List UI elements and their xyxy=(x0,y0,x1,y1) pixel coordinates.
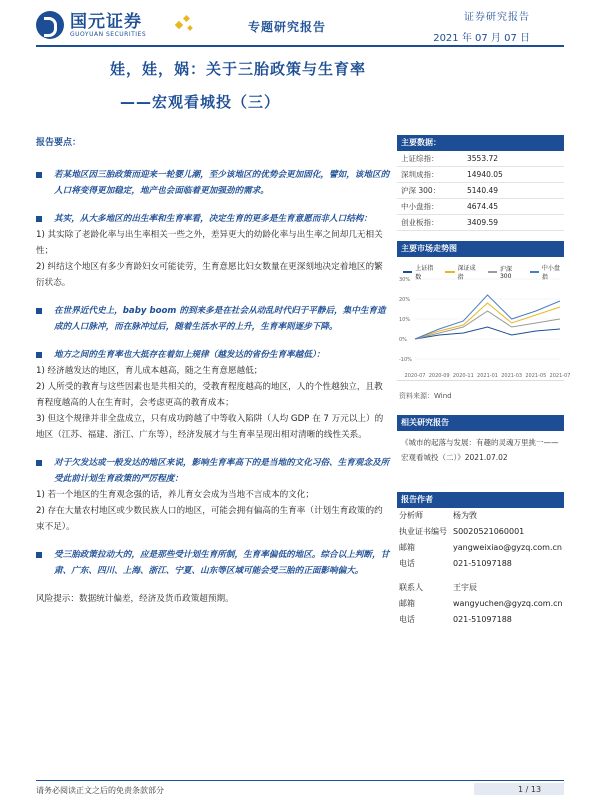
market-index-value: 4674.45 xyxy=(467,202,499,211)
x-tick-label: 2020-07 xyxy=(404,373,426,379)
legend-item: 上证指数 xyxy=(403,263,437,281)
summary-point-4-3: 3) 但这个规律并非全盘成立，只有成功跨越了中等收入陷阱（人均 GDP 在 7 万元以上）的地区（江苏、福建、浙江、广东等），经济发展才与生育率呈现出相对清晰的线性关系。 xyxy=(36,414,384,440)
contact-name: 王宇辰 xyxy=(453,583,477,592)
market-index-name: 中小盘指： xyxy=(401,202,439,211)
market-data-table xyxy=(397,151,564,231)
company-logo xyxy=(36,11,146,39)
series-line xyxy=(415,311,560,339)
footer-divider xyxy=(36,780,564,781)
market-data-row xyxy=(397,151,564,167)
phone-label-2: 电话 xyxy=(399,615,415,624)
analyst-email[interactable]: yangweixiao@gyzq.com.cn xyxy=(453,543,562,552)
footer-disclaimer: 请务必阅读正文之后的免责条款部分 xyxy=(36,786,164,795)
legend-item: 沪深300 xyxy=(488,263,522,281)
report-subtitle: ——宏观看城投（三） xyxy=(120,93,281,111)
related-reports xyxy=(397,415,564,469)
market-index-name: 深圳成指： xyxy=(401,170,439,179)
summary-point-4-2: 2) 人所受的教育与这些因素也是共相关的，受教育程度越高的地区，人的个性越独立，且教育程度越高的人在生育时，会考虑更高的教育成本； xyxy=(36,382,383,408)
summary-point-2: 其实，从大多地区的出生率和生育率看，决定生育的更多是生育意愿而非人口结构： xyxy=(36,211,391,227)
market-data-row xyxy=(397,199,564,215)
market-index-name: 沪深 300： xyxy=(401,186,441,195)
x-tick-label: 2021-07 xyxy=(549,373,571,379)
summary-point-5: 对于欠发达或一般发达的地区来说，影响生育率高下的是当地的文化习俗、生育观念及所受此前计划生育政策的严厉程度： xyxy=(36,455,391,487)
author-heading: 报告作者 xyxy=(397,492,564,508)
market-index-value: 3553.72 xyxy=(467,154,499,163)
related-heading: 相关研究报告 xyxy=(397,415,564,431)
logo-en: GUOYUAN SECURITIES xyxy=(70,30,147,38)
legend-item: 深证成指 xyxy=(445,263,479,281)
author-section xyxy=(397,492,564,628)
legend-item: 中小盘指 xyxy=(530,263,564,281)
report-type: 专题研究报告 xyxy=(248,20,327,34)
summary-point-5-2: 2) 存在大量农村地区或少数民族人口的地区，可能会拥有偏高的生育率（计划生育政策的约束不足）。 xyxy=(36,506,383,532)
contact-label: 联系人 xyxy=(399,583,423,592)
market-index-name: 上证综指： xyxy=(401,154,439,163)
analyst-phone: 021-51097188 xyxy=(453,559,512,568)
chart-source: 资料来源：Wind xyxy=(399,392,452,400)
market-data-row xyxy=(397,183,564,199)
page-header xyxy=(0,0,600,50)
y-tick-label: 0% xyxy=(399,337,407,343)
logo-cn: 国元证券 xyxy=(70,11,142,32)
market-index-value: 5140.49 xyxy=(467,186,499,195)
trend-heading: 主要市场走势图 xyxy=(397,241,564,257)
summary-point-2-1: 1) 其实除了老龄化率与出生率相关一些之外，差异更大的幼龄化率与出生率之间却几无相关性； xyxy=(36,230,383,256)
x-tick-label: 2020-11 xyxy=(452,373,474,379)
header-divider xyxy=(36,45,564,47)
y-tick-label: 20% xyxy=(399,297,411,303)
summary-point-3: 在世界近代史上，baby boom 的到来多是在社会从动乱时代归于平静后，集中生育造成的人口脉冲，而在脉冲过后，随着生活水平的上升，生育率则逐步下降。 xyxy=(36,303,391,335)
chart-legend xyxy=(403,263,564,281)
contact-phone: 021-51097188 xyxy=(453,615,512,624)
trend-chart xyxy=(397,257,571,381)
summary-point-5-1: 1) 若一个地区的生育观念强的话，养儿育女会成为当地不言成本的文化； xyxy=(36,490,314,500)
report-date: 2021 年 07 月 07 日 xyxy=(433,33,530,44)
email-label: 邮箱 xyxy=(399,543,415,552)
contact-email[interactable]: wangyuchen@gyzq.com.cn xyxy=(453,599,563,608)
sparkle-icon xyxy=(174,14,198,36)
summary-heading: 报告要点： xyxy=(36,138,82,148)
market-data-heading: 主要数据： xyxy=(397,135,564,151)
y-tick-label: 30% xyxy=(399,277,411,283)
market-index-value: 14940.05 xyxy=(467,170,503,179)
market-index-value: 3409.59 xyxy=(467,218,499,227)
summary-point-4: 地方之间的生育率也大抵存在着如上规律（越发达的省份生育率越低）： xyxy=(36,347,391,363)
x-tick-label: 2020-09 xyxy=(428,373,450,379)
summary-point-6: 受三胎政策拉动大的，应是那些受计划生育所制，生育率偏低的地区。综合以上判断，甘肃、广东、四川、上海、浙江、宁夏、山东等区域可能会受三胎的正面影响偏大。 xyxy=(36,547,391,579)
summary-point-2-2: 2) 纠结这个地区有多少育龄妇女可能徒劳，生育意愿比妇女数量在更深刻地决定着地区的繁衍状态。 xyxy=(36,262,383,288)
logo-icon xyxy=(36,11,64,39)
summary-point-1: 若某地区因三胎政策而迎来一轮婴儿潮，至少该地区的优势会更加固化，譬如，该地区的人口将变得更加稳定，地产也会面临着更加强劲的需求。 xyxy=(36,167,391,199)
report-category: 证券研究报告 xyxy=(464,12,530,23)
x-tick-label: 2021-05 xyxy=(525,373,547,379)
market-index-name: 创业板指： xyxy=(401,218,439,227)
trend-chart-box xyxy=(397,241,571,401)
series-line xyxy=(415,295,560,339)
phone-label: 电话 xyxy=(399,559,415,568)
analyst-label: 分析师 xyxy=(399,511,423,520)
related-report-item[interactable]: 《城市的起落与发展：有趣的灵魂万里挑一——宏观看城投（二）》2021.07.02 xyxy=(401,438,559,462)
cert-number: S0020521060001 xyxy=(453,527,525,536)
risk-warning: 风险提示：数据统计偏差，经济及货币政策超预期。 xyxy=(36,594,234,604)
summary-point-4-1: 1) 经济越发达的地区，育儿成本越高，随之生育意愿越低； xyxy=(36,366,263,376)
report-title: 娃，娃，娲：关于三胎政策与生育率 xyxy=(110,60,367,78)
x-tick-label: 2021-01 xyxy=(477,373,498,379)
market-data-row xyxy=(397,167,564,183)
series-line xyxy=(415,327,560,339)
summary-section xyxy=(36,135,391,607)
page-number: 1 / 13 xyxy=(518,785,542,794)
y-tick-label: -10% xyxy=(399,357,412,363)
x-tick-label: 2021-03 xyxy=(501,373,523,379)
email-label-2: 邮箱 xyxy=(399,599,415,608)
y-tick-label: 10% xyxy=(399,317,411,323)
cert-label: 执业证书编号 xyxy=(399,527,447,536)
market-data-row xyxy=(397,215,564,231)
sidebar xyxy=(397,135,571,469)
analyst-name: 杨为敩 xyxy=(453,511,477,520)
